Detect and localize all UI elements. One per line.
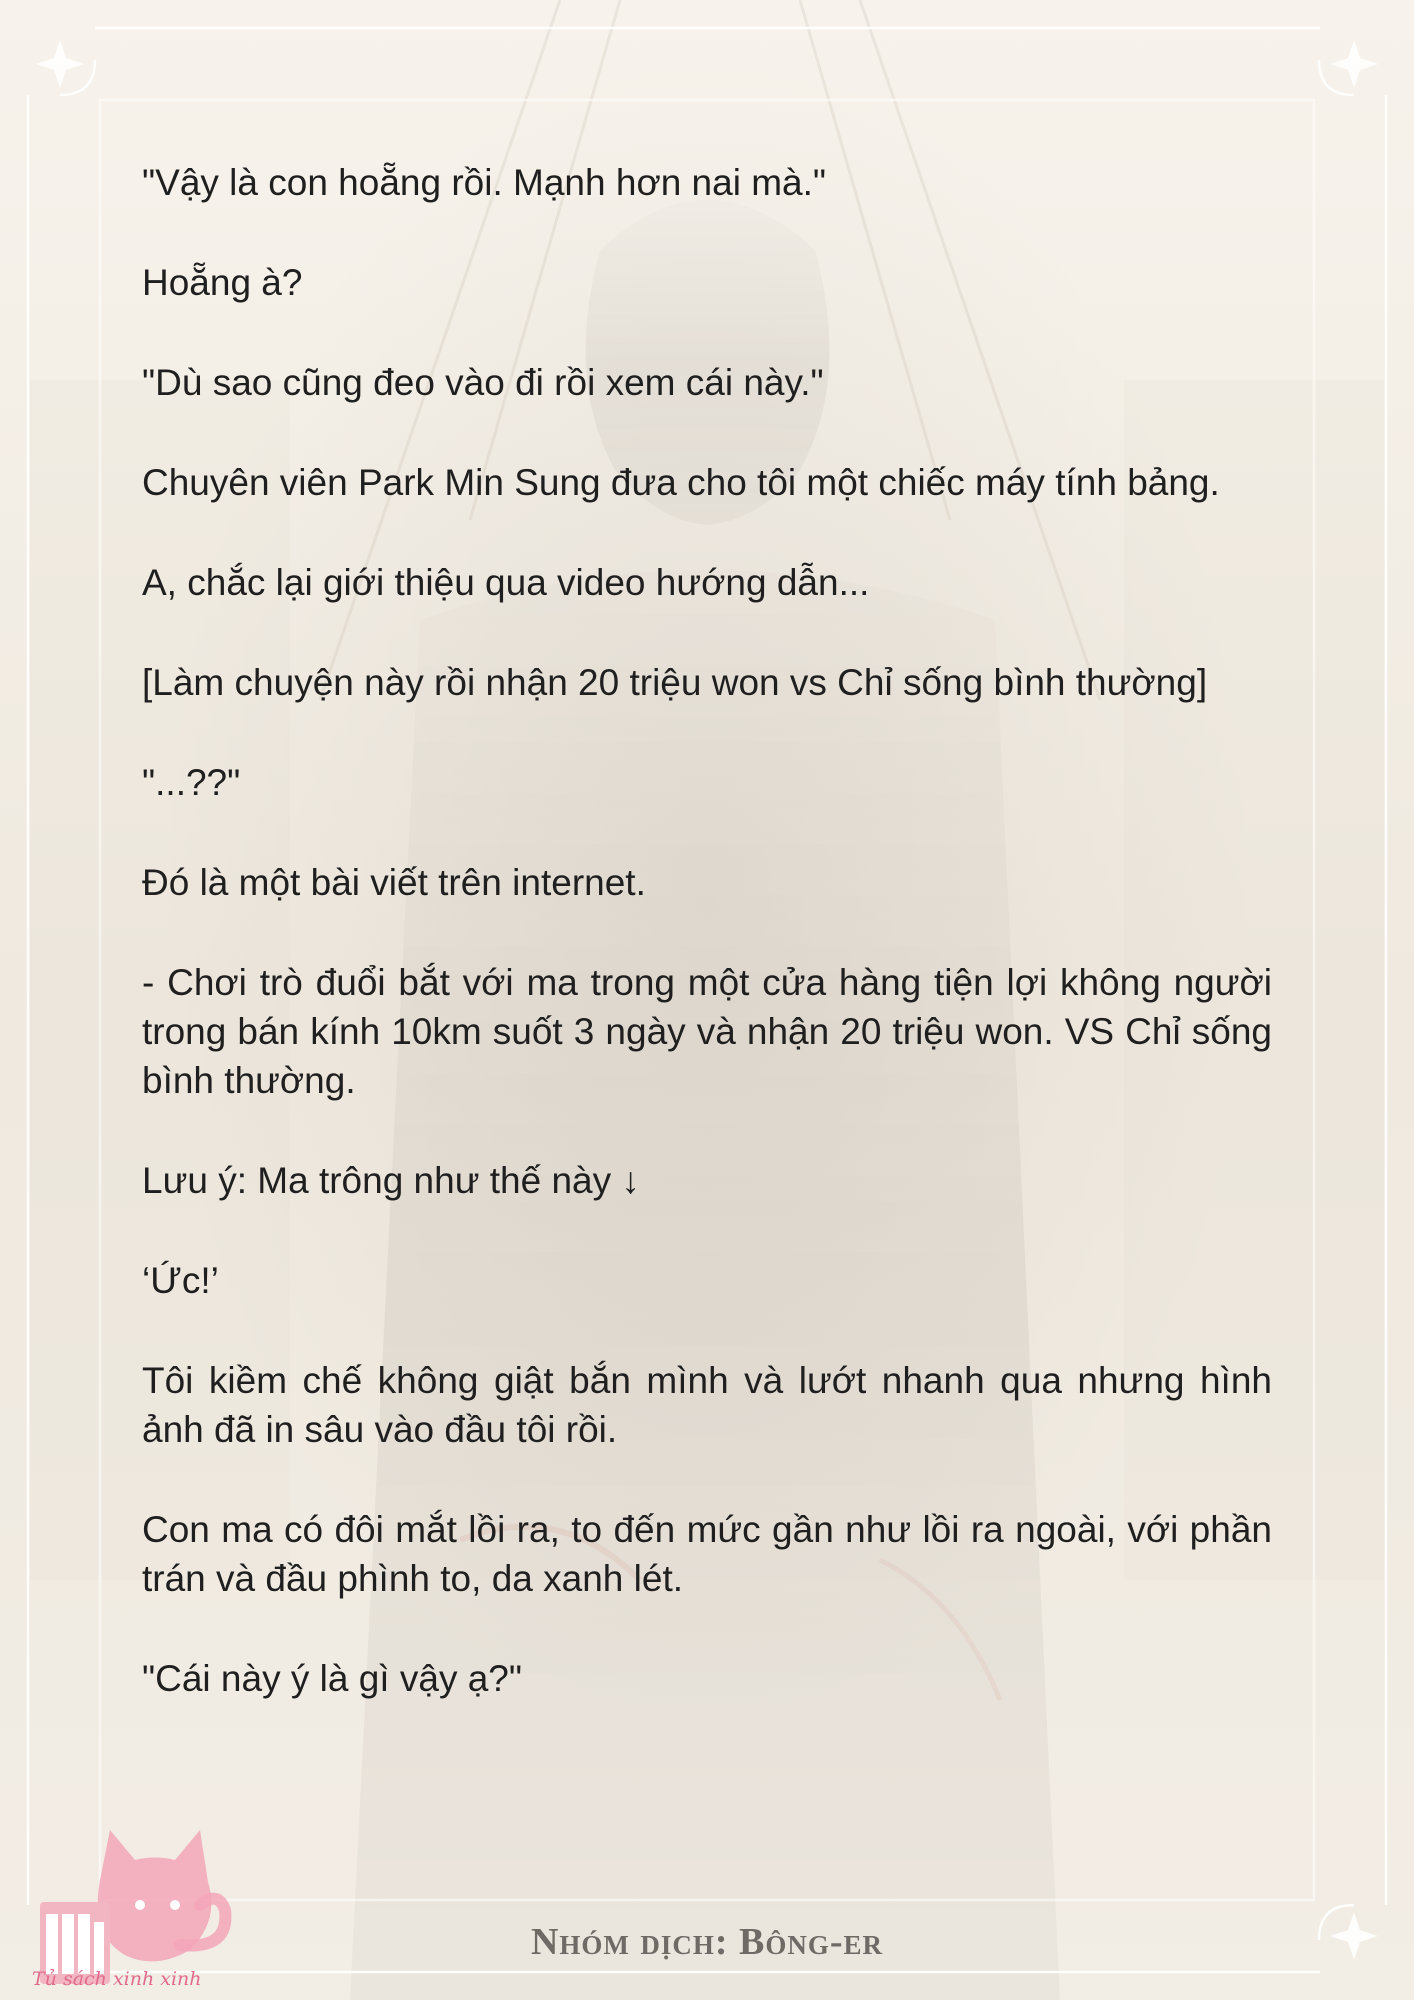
paragraph: "Vậy là con hoẵng rồi. Mạnh hơn nai mà." [142,162,827,203]
paragraph: A, chắc lại giới thiệu qua video hướng dẫn... [142,562,870,603]
paragraph: Chuyên viên Park Min Sung đưa cho tôi một chiếc máy tính bảng. [142,462,1220,503]
paragraph: "Dù sao cũng đeo vào đi rồi xem cái này." [142,362,824,403]
paragraph: "Cái này ý là gì vậy ạ?" [142,1658,523,1699]
paragraph: Con ma có đôi mắt lồi ra, to đến mức gần như lồi ra ngoài, với phần trán và đầu phình to, da xanh lét. [142,1509,1272,1599]
paragraph: Đó là một bài viết trên internet. [142,862,646,903]
paragraph: ‘Ức!’ [142,1260,219,1301]
paragraph: - Chơi trò đuổi bắt với ma trong một cửa hàng tiện lợi không người trong bán kính 10km suốt 3 ngày và nhận 20 triệu won. VS Chỉ sống bình thường. [142,962,1272,1101]
paragraph: [Làm chuyện này rồi nhận 20 triệu won vs Chỉ sống bình thường] [142,662,1208,703]
paragraph: Lưu ý: Ma trông như thế này ↓ [142,1160,640,1201]
paragraph: Tôi kiềm chế không giật bắn mình và lướt nhanh qua nhưng hình ảnh đã in sâu vào đầu tôi rồi. [142,1360,1272,1450]
story-text [142,158,1272,1754]
logo-caption: Tủ sách xinh xinh [32,1968,202,1990]
translator-credit: Nhóm dịch: Bông-er [530,1921,884,1963]
paragraph: "...??" [142,762,241,803]
paragraph: Hoẵng à? [142,262,303,303]
